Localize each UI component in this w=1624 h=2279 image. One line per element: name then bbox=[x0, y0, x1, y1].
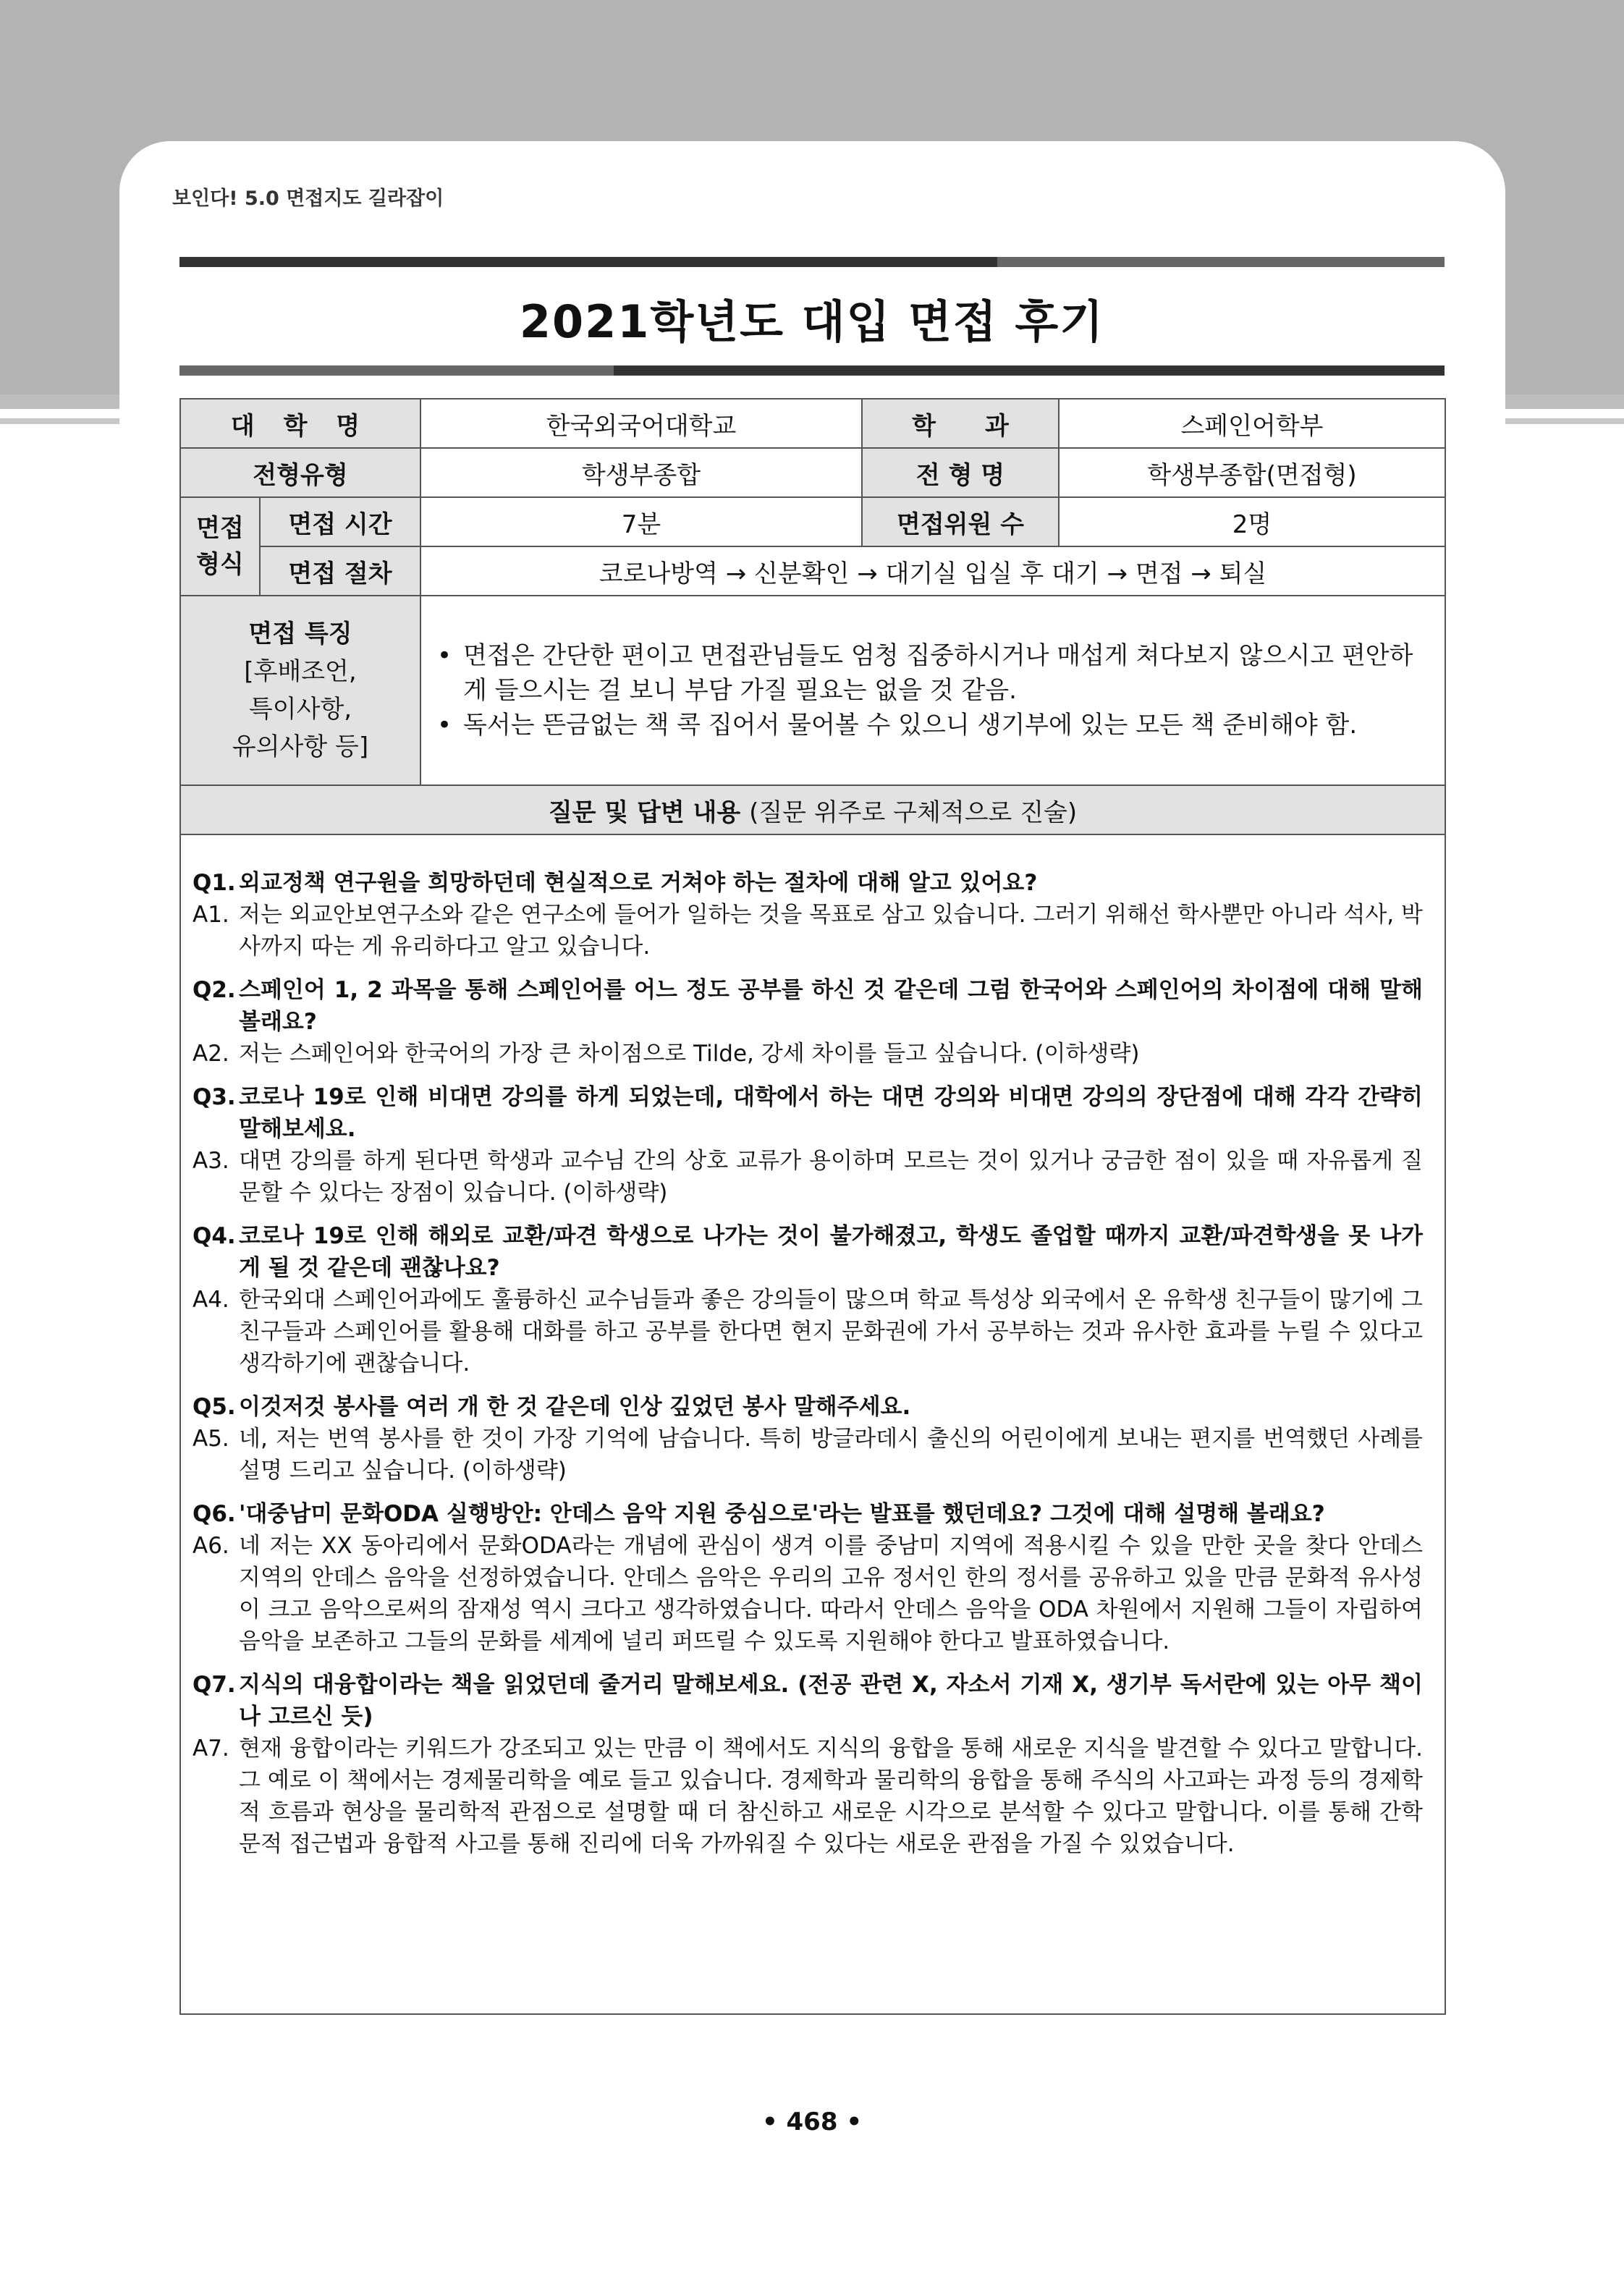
question-label: Q7. bbox=[193, 1672, 236, 1698]
qa-list bbox=[193, 867, 1423, 1872]
answer-label: A2. bbox=[193, 1041, 229, 1067]
question bbox=[193, 867, 1423, 899]
page-number: • 468 • bbox=[761, 2107, 863, 2136]
answer bbox=[193, 1145, 1423, 1209]
features-label-line: 특이사항, bbox=[248, 695, 352, 724]
answer bbox=[193, 1284, 1423, 1379]
question bbox=[193, 1220, 1423, 1284]
side-stripe-left-thin bbox=[0, 418, 119, 424]
answer bbox=[193, 1733, 1423, 1860]
answer bbox=[193, 1530, 1423, 1657]
track-label: 전 형 명 bbox=[862, 448, 1059, 497]
answer-text: 저는 외교안보연구소와 같은 연구소에 들어가 일하는 것을 목표로 삼고 있습니다. 그러기 위해선 학사뿐만 아니라 석사, 박사까지 따는 게 유리하다고 알고 있습니다. bbox=[239, 902, 1423, 960]
answer-label: A4. bbox=[193, 1287, 229, 1313]
answer-text: 네, 저는 번역 봉사를 한 것이 가장 기억에 남습니다. 특히 방글라데시 출신의 어린이에게 보내는 편지를 번역했던 사례를 설명 드리고 싶습니다. (이하생략) bbox=[239, 1426, 1423, 1484]
answer-label: A1. bbox=[193, 902, 229, 928]
answer-label: A7. bbox=[193, 1735, 229, 1762]
procedure-label: 면접 절차 bbox=[260, 546, 420, 596]
question-text: 지식의 대융합이라는 책을 읽었던데 줄거리 말해보세요. (전공 관련 X, 자소서 기재 X, 생기부 독서란에 있는 아무 책이나 고르신 듯) bbox=[239, 1672, 1423, 1730]
side-stripe-left bbox=[0, 394, 119, 409]
department-value: 스페인어학부 bbox=[1059, 399, 1445, 448]
title-rule-top bbox=[179, 257, 1445, 267]
question-text: '대중남미 문화ODA 실행방안: 안데스 음악 지원 중심으로'라는 발표를 했던데요? 그것에 대해 설명해 볼래요? bbox=[239, 1501, 1325, 1527]
side-stripe-right bbox=[1505, 394, 1624, 409]
answer-text: 한국외대 스페인어과에도 훌륭하신 교수님들과 좋은 강의들이 많으며 학교 특성상 외국에서 온 유학생 친구들이 많기에 그 친구들과 스페인어를 활용해 대화를 하고 공부를 한다면 현지 문화권에 가서 공부하는 것과 유사한 효과를 누릴 수 있다고 생각하기에 괜찮습니다. bbox=[239, 1287, 1423, 1377]
department-label: 학 과 bbox=[862, 399, 1059, 448]
answer-label: A5. bbox=[193, 1426, 229, 1452]
question-label: Q5. bbox=[193, 1394, 236, 1420]
question-label: Q2. bbox=[193, 977, 236, 1003]
admission-type-value: 학생부종합 bbox=[420, 448, 862, 497]
question bbox=[193, 1081, 1423, 1145]
admission-type-label: 전형유형 bbox=[180, 448, 420, 497]
panel-value: 2명 bbox=[1059, 497, 1445, 546]
features-content bbox=[420, 596, 1445, 785]
features-label-line: [후배조언, bbox=[244, 657, 357, 686]
question-text: 스페인어 1, 2 과목을 통해 스페인어를 어느 정도 공부를 하신 것 같은데 그럼 한국어와 스페인어의 차이점에 대해 말해볼래요? bbox=[239, 977, 1423, 1035]
features-label-line: 면접 특징 bbox=[248, 620, 352, 648]
qa-content bbox=[180, 834, 1445, 2014]
question-text: 코로나 19로 인해 비대면 강의를 하게 되었는데, 대학에서 하는 대면 강의와 비대면 강의의 장단점에 대해 각각 간략히 말해보세요. bbox=[239, 1084, 1423, 1142]
feature-text: 독서는 뜬금없는 책 콕 집어서 물어볼 수 있으니 생기부에 있는 모든 책 준비해야 함. bbox=[463, 711, 1358, 740]
question bbox=[193, 1498, 1423, 1530]
answer-text: 현재 융합이라는 키워드가 강조되고 있는 만큼 이 책에서도 지식의 융합을 통해 새로운 지식을 발견할 수 있다고 말합니다. 그 예로 이 책에서는 경제물리학을 예로 들고 있습니다. 경제학과 물리학의 융합을 통해 주식의 사고파는 과정 등의 경제학적 흐름과 현상을 물리학적 관점으로 설명할 때 더 참신하고 새로운 시각으로 분석할 수 있다고 말합니다. 이를 통해 간학문적 접근법과 융합적 사고를 통해 진리에 더욱 가까워질 수 있다는 새로운 관점을 가질 수 있었습니다. bbox=[239, 1735, 1423, 1857]
feature-bullet bbox=[437, 708, 1431, 743]
feature-text: 면접은 간단한 편이고 면접관님들도 엄청 집중하시거나 매섭게 쳐다보지 않으시고 편안하게 들으시는 걸 보니 부담 가질 필요는 없을 것 같음. bbox=[463, 641, 1413, 705]
time-value: 7분 bbox=[420, 497, 862, 546]
university-value: 한국외국어대학교 bbox=[420, 399, 862, 448]
answer-label: A6. bbox=[193, 1533, 229, 1559]
question-label: Q3. bbox=[193, 1084, 236, 1110]
bullet-icon: • bbox=[437, 641, 452, 670]
title-rule-bottom bbox=[179, 365, 1445, 376]
procedure-value: 코로나방역 → 신분확인 → 대기실 입실 후 대기 → 면접 → 퇴실 bbox=[420, 546, 1445, 596]
side-stripe-right-thin bbox=[1505, 418, 1624, 424]
university-label: 대 학 명 bbox=[180, 399, 420, 448]
answer bbox=[193, 1423, 1423, 1487]
answer bbox=[193, 899, 1423, 963]
format-label: 면접 형식 bbox=[180, 497, 260, 596]
question bbox=[193, 974, 1423, 1038]
qa-section-header bbox=[180, 785, 1445, 834]
features-label bbox=[180, 596, 420, 785]
panel-label: 면접위원 수 bbox=[862, 497, 1059, 546]
track-value: 학생부종합(면접형) bbox=[1059, 448, 1445, 497]
answer-text: 네 저는 XX 동아리에서 문화ODA라는 개념에 관심이 생겨 이를 중남미 지역에 적용시킬 수 있을 만한 곳을 찾다 안데스 지역의 안데스 음악을 선정하였습니다. 안데스 음악은 우리의 고유 정서인 한의 정서를 공유하고 있을 만큼 문화적 유사성이 크고 음악으로써의 잠재성 역시 크다고 생각하였습니다. 따라서 안데스 음악을 ODA 차원에서 지원해 그들이 자립하여 음악을 보존하고 그들의 문화를 세계에 널리 퍼뜨릴 수 있도록 지원해야 한다고 발표하였습니다. bbox=[239, 1533, 1423, 1654]
answer-label: A3. bbox=[193, 1148, 229, 1174]
question-text: 이것저것 봉사를 여러 개 한 것 같은데 인상 깊었던 봉사 말해주세요. bbox=[239, 1394, 911, 1420]
page-title: 2021학년도 대입 면접 후기 bbox=[519, 295, 1105, 348]
question bbox=[193, 1669, 1423, 1733]
features-label-line: 유의사항 등] bbox=[232, 732, 369, 761]
question-text: 외교정책 연구원을 희망하던데 현실적으로 거쳐야 하는 절차에 대해 알고 있어요? bbox=[239, 870, 1038, 896]
interview-info-table bbox=[179, 398, 1446, 2015]
feature-bullet bbox=[437, 638, 1431, 708]
answer bbox=[193, 1038, 1423, 1070]
question-text: 코로나 19로 인해 해외로 교환/파견 학생으로 나가는 것이 불가해졌고, 학생도 졸업할 때까지 교환/파견학생을 못 나가게 될 것 같은데 괜찮나요? bbox=[239, 1223, 1423, 1281]
question-label: Q4. bbox=[193, 1223, 236, 1249]
qa-header-note: (질문 위주로 구체적으로 진술) bbox=[749, 798, 1078, 827]
question-label: Q1. bbox=[193, 870, 236, 896]
time-label: 면접 시간 bbox=[260, 497, 420, 546]
qa-header-title: 질문 및 답변 내용 bbox=[548, 798, 741, 827]
bullet-icon: • bbox=[437, 711, 452, 740]
answer-text: 저는 스페인어와 한국어의 가장 큰 차이점으로 Tilde, 강세 차이를 들고 싶습니다. (이하생략) bbox=[239, 1041, 1140, 1067]
question bbox=[193, 1391, 1423, 1423]
running-head: 보인다! 5.0 면접지도 길라잡이 bbox=[172, 187, 444, 210]
answer-text: 대면 강의를 하게 된다면 학생과 교수님 간의 상호 교류가 용이하며 모르는 것이 있거나 궁금한 점이 있을 때 자유롭게 질문할 수 있다는 장점이 있습니다. (이하생략) bbox=[239, 1148, 1423, 1206]
question-label: Q6. bbox=[193, 1501, 236, 1527]
